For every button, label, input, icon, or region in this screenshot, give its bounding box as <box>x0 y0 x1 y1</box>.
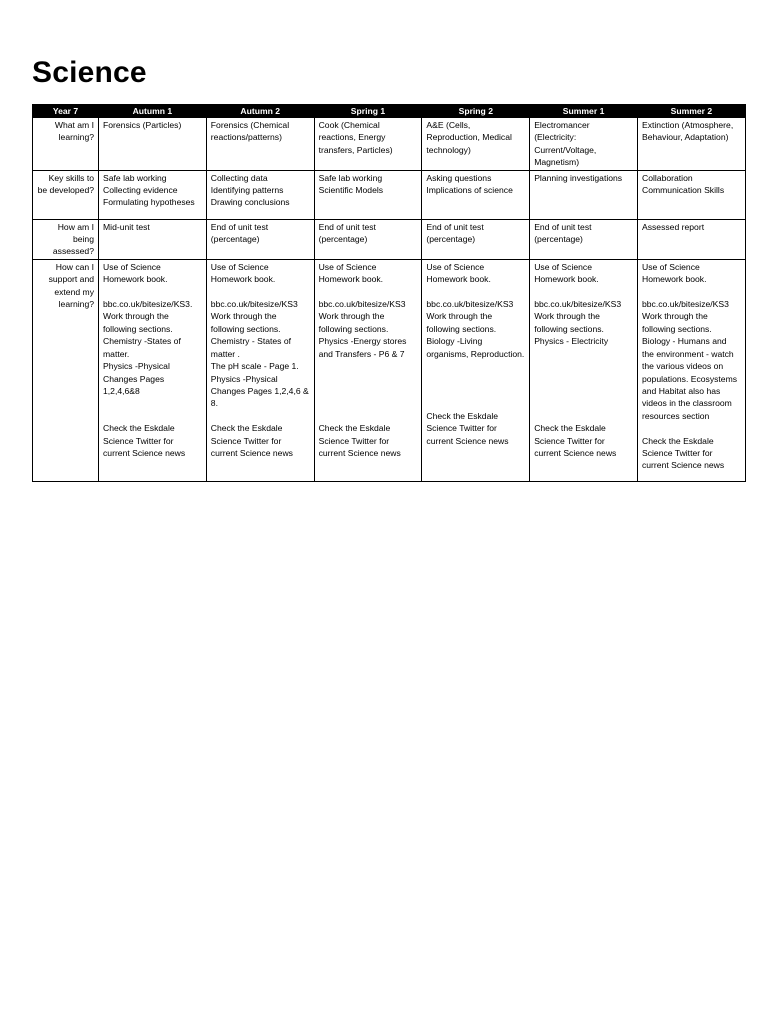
table-cell: Safe lab working Scientific Models <box>314 170 422 219</box>
header-autumn-1: Autumn 1 <box>99 105 207 118</box>
table-row <box>33 259 746 481</box>
header-spring-1: Spring 1 <box>314 105 422 118</box>
header-autumn-2: Autumn 2 <box>206 105 314 118</box>
table-cell: Assessed report <box>637 219 745 259</box>
row-label: Key skills to be developed? <box>33 170 99 219</box>
row-label: What am I learning? <box>33 118 99 171</box>
table-cell: Use of Science Homework book. bbc.co.uk/bitesize/KS3 Work through the following sections. Physics -Energy stores and Transfers - P6 & 7 Check the Eskdale Science Twitter for current Science news <box>314 259 422 481</box>
table-cell: Use of Science Homework book. bbc.co.uk/bitesize/KS3 Work through the following sections. Biology - Humans and the environment - watch the various videos on populations. Ecosystems and Habitat also has videos in the classroom resources section Check the Eskdale Science Twitter for current Science news <box>637 259 745 481</box>
curriculum-table <box>32 104 746 482</box>
row-label: How am I being assessed? <box>33 219 99 259</box>
table-cell: Use of Science Homework book. bbc.co.uk/bitesize/KS3 Work through the following sections. Biology -Living organisms, Reproduction. Check the Eskdale Science Twitter for current Science news <box>422 259 530 481</box>
table-cell: Use of Science Homework book. bbc.co.uk/bitesize/KS3 Work through the following sections. Chemistry - States of matter . The pH scale - Page 1. Physics -Physical Changes Pages 1,2,4,6 & 8. Check the Eskdale Science Twitter for current Science news <box>206 259 314 481</box>
table-cell: Collecting data Identifying patterns Drawing conclusions <box>206 170 314 219</box>
header-spring-2: Spring 2 <box>422 105 530 118</box>
table-cell: Collaboration Communication Skills <box>637 170 745 219</box>
table-cell: Safe lab working Collecting evidence Formulating hypotheses <box>99 170 207 219</box>
table-cell: Mid-unit test <box>99 219 207 259</box>
table-cell: Electromancer (Electricity: Current/Voltage, Magnetism) <box>530 118 638 171</box>
table-cell: Asking questions Implications of science <box>422 170 530 219</box>
row-label: How can I support and extend my learning? <box>33 259 99 481</box>
table-cell: Cook (Chemical reactions, Energy transfers, Particles) <box>314 118 422 171</box>
table-row <box>33 219 746 259</box>
header-summer-2: Summer 2 <box>637 105 745 118</box>
table-header-row <box>33 105 746 118</box>
table-row <box>33 118 746 171</box>
table-cell: Use of Science Homework book. bbc.co.uk/bitesize/KS3 Work through the following sections. Physics - Electricity Check the Eskdale Science Twitter for current Science news <box>530 259 638 481</box>
table-cell: A&E (Cells, Reproduction, Medical technology) <box>422 118 530 171</box>
header-year: Year 7 <box>33 105 99 118</box>
table-cell: End of unit test (percentage) <box>422 219 530 259</box>
table-cell: End of unit test (percentage) <box>530 219 638 259</box>
table-cell: End of unit test (percentage) <box>314 219 422 259</box>
table-cell: End of unit test (percentage) <box>206 219 314 259</box>
table-cell: Forensics (Chemical reactions/patterns) <box>206 118 314 171</box>
page-title: Science <box>32 56 147 89</box>
table-cell: Forensics (Particles) <box>99 118 207 171</box>
table-cell: Planning investigations <box>530 170 638 219</box>
table-cell: Use of Science Homework book. bbc.co.uk/bitesize/KS3. Work through the following sections. Chemistry -States of matter. Physics -Physical Changes Pages 1,2,4,6&8 Check the Eskdale Science Twitter for current Science news <box>99 259 207 481</box>
header-summer-1: Summer 1 <box>530 105 638 118</box>
table-cell: Extinction (Atmosphere, Behaviour, Adaptation) <box>637 118 745 171</box>
table-row <box>33 170 746 219</box>
